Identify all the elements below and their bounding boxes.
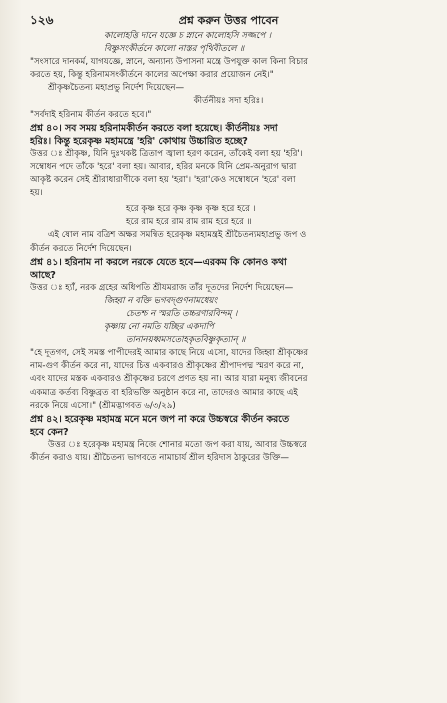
text-line: নরকে নিয়ে এসো।" (শ্রীমদ্ভাগবত ৬/৩/২৯) bbox=[30, 400, 176, 411]
text-line: "সংসারে দানকর্ম, যাগযজ্ঞে, স্নানে, অন্যান্য উপাসনা মন্ত্রে উপযুক্ত কাল কিনা বিচার bbox=[30, 57, 308, 68]
text-line: এবং যাদের মস্তক একবারও শ্রীকৃষ্ণের চরণে প্রণত হয় না। আর যারা মনুষ্য জীবনের bbox=[30, 374, 308, 385]
text-line: "সর্বদাই হরিনাম কীর্তন করতে হবে।" bbox=[30, 109, 152, 120]
text-line: কীর্তন করতে নির্দেশ দিয়েছেন। bbox=[30, 243, 132, 254]
text-line: কালোহত্তি দানে যজ্ঞে চ স্নানে কালোহসি সজ্জপে । bbox=[104, 31, 272, 41]
question-line: প্রশ্ন ৪০। সব সময় হরিনামকীর্তন করতে বলা হয়েছে। কীর্তনীয়ঃ সদা bbox=[30, 122, 278, 134]
text-line: কীর্তন করাও যায়। শ্রীচৈতন্য ভাগবতে নামাচার্য শ্রীল হরিদাস ঠাকুরের উক্তি— bbox=[30, 453, 290, 463]
text-line: শ্রীকৃষ্ণচৈতন্য মহাপ্রভু নির্দেশ দিয়েছেন— bbox=[48, 83, 185, 94]
question-line: হরিঃ। কিন্তু হরেকৃষ্ণ মহামন্ত্রে 'হরি' কোথায় উচ্চারিত হচ্ছে? bbox=[30, 135, 248, 147]
page-number: ১২৬ bbox=[30, 13, 54, 27]
text-line: উত্তর ঃ হ্যাঁ, নরক গ্রহের অধিপতি শ্রীযমরাজ তাঁর দূতদের নির্দেশ দিয়েছেন— bbox=[30, 282, 294, 293]
question-line: প্রশ্ন ৪২। হরেকৃষ্ণ মহামন্ত্র মনে মনে জপ না করে উচ্চস্বরে কীর্তন করতে bbox=[30, 413, 289, 425]
text-line: হরে কৃষ্ণ হরে কৃষ্ণ কৃষ্ণ কৃষ্ণ হরে হরে । bbox=[126, 204, 256, 215]
running-title: প্রশ্ন করুন উত্তর পাবেন bbox=[178, 14, 279, 27]
text-line: উত্তর ঃ হরেকৃষ্ণ মহামন্ত্র নিজে শোনার মতো জপ করা যায়, আবার উচ্চস্বরে bbox=[48, 439, 307, 450]
question-line: হবে কেন? bbox=[30, 426, 69, 438]
text-line: নাম-গুণ কীর্তন করে না, যাদের চিত্ত একবারও শ্রীকৃষ্ণের শ্রীপাদপদ্ম স্মরণ করে না, bbox=[30, 361, 304, 372]
text-line: একমাত্র কর্তব্য বিষ্ণুব্রত বা হরিভক্তি অনুষ্ঠান করে না, তাদেরও আমার কাছে এই bbox=[30, 387, 298, 398]
text-line: বিষ্ণুসংকীর্তনে কালো নাস্তর পৃথিবীতলে ॥ bbox=[104, 44, 245, 55]
text-line: চেতশ্চ ন স্মরতি তচ্চরণারবিন্দম্ । bbox=[126, 308, 238, 319]
text-line: উত্তর ঃ শ্রীকৃষ্ণ, যিনি দুঃখকষ্ট ত্রিতাপ জ্বালা হরণ করেন, তাঁকেই বলা হয় 'হরি'। bbox=[30, 148, 303, 159]
text-line: এই ষোল নাম বত্রিশ অক্ষর সমন্বিত হরেকৃষ্ণ মহামন্ত্রই শ্রীচৈতন্যমহাপ্রভু জপ ও bbox=[48, 230, 307, 241]
text-line: সম্বোধন পদে তাঁকে 'হরে' বলা হয়। আবার, হরির মনকে যিনি প্রেম-অনুরাগ দ্বারা bbox=[30, 161, 297, 172]
text-line: কীর্তনীয়ঃ সদা হরিঃ। bbox=[193, 96, 264, 107]
text-line: হরে রাম হরে রাম রাম রাম হরে হরে ॥ bbox=[126, 217, 252, 228]
question-line: আছে? bbox=[30, 269, 56, 281]
question-line: প্রশ্ন ৪১। হরিনাম না করলে নরকে যেতে হবে—এরকম কি কোনও কথা bbox=[30, 256, 287, 268]
body-text bbox=[30, 30, 427, 465]
text-line: "হে দূতগণ, সেই সমস্ত পাপীদেরই আমার কাছে নিয়ে এসো, যাদের জিহ্বা শ্রীকৃষ্ণের bbox=[30, 348, 309, 359]
text-line: কৃষ্ণায় নো নমতি যচ্ছির একদাপি bbox=[104, 322, 214, 333]
text-line: তানানয়ধ্বমসতোহকৃতবিষ্ণুকৃত্যান্ ॥ bbox=[126, 335, 246, 346]
text-line: হয়। bbox=[30, 188, 43, 199]
page-header bbox=[30, 10, 427, 30]
text-line: করতে হয়, কিন্তু হরিনামসংকীর্তনে কালের অপেক্ষা করার প্রয়োজন নেই।" bbox=[30, 70, 274, 81]
text-line: জিহ্বা ন বক্তি ভগবদ্গুণনামধেয়ং bbox=[104, 295, 218, 306]
text-line: আকৃষ্ট করেন সেই শ্রীরাধারাণীকে বলা হয় 'হরা'। 'হরা'কেও সম্বোধনে 'হরে' বলা bbox=[30, 175, 296, 186]
